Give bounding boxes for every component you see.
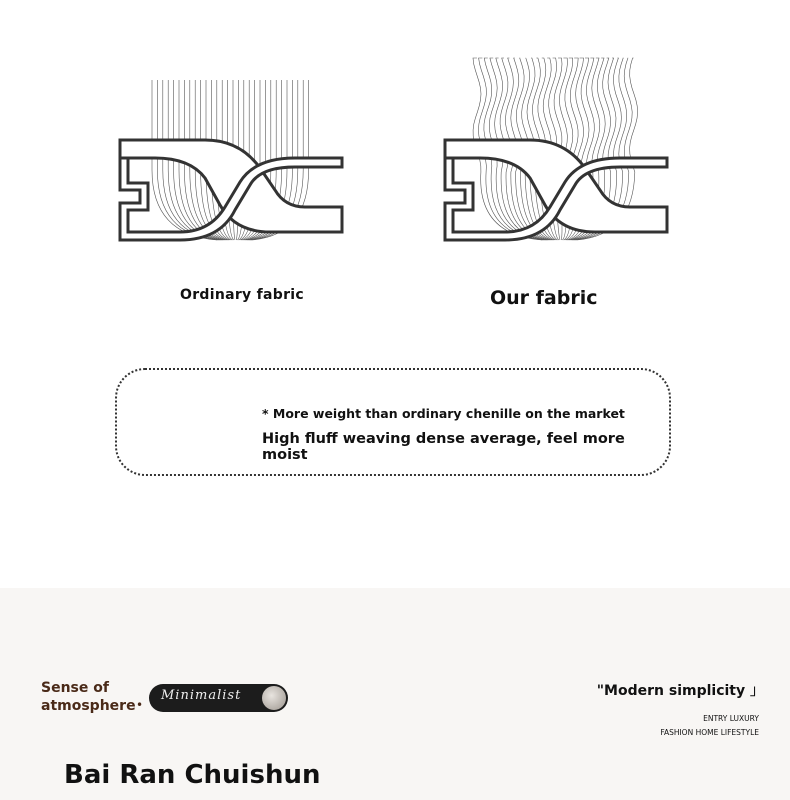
modern-simplicity-quote: "Modern simplicity 」 bbox=[596, 683, 764, 699]
our-fabric-diagram bbox=[435, 0, 685, 260]
entry-luxury-tagline: ENTRY LUXURY bbox=[703, 714, 759, 723]
minimalist-script-text: Minimalist bbox=[161, 688, 242, 703]
sense-line-1: Sense of bbox=[41, 680, 109, 696]
minimalist-pill-badge bbox=[149, 684, 288, 712]
note-box bbox=[115, 368, 671, 476]
sense-line-2: atmosphere bbox=[41, 698, 136, 714]
ordinary-fabric-caption: Ordinary fabric bbox=[180, 287, 305, 303]
fashion-home-tagline: FASHION HOME LIFESTYLE bbox=[660, 728, 759, 737]
our-fabric-caption: Our fabric bbox=[490, 287, 598, 309]
ordinary-fabric-diagram bbox=[110, 0, 360, 260]
brand-footer bbox=[0, 588, 790, 800]
note-weight-text: * More weight than ordinary chenille on the market bbox=[262, 406, 625, 421]
plant-photo-icon bbox=[262, 686, 286, 710]
bullet-dot: • bbox=[136, 698, 144, 712]
note-fluff-text: High fluff weaving dense average, feel more moist bbox=[262, 431, 625, 463]
sense-of-atmosphere-label bbox=[41, 679, 136, 715]
brand-title: Bai Ran Chuishun bbox=[64, 760, 321, 790]
